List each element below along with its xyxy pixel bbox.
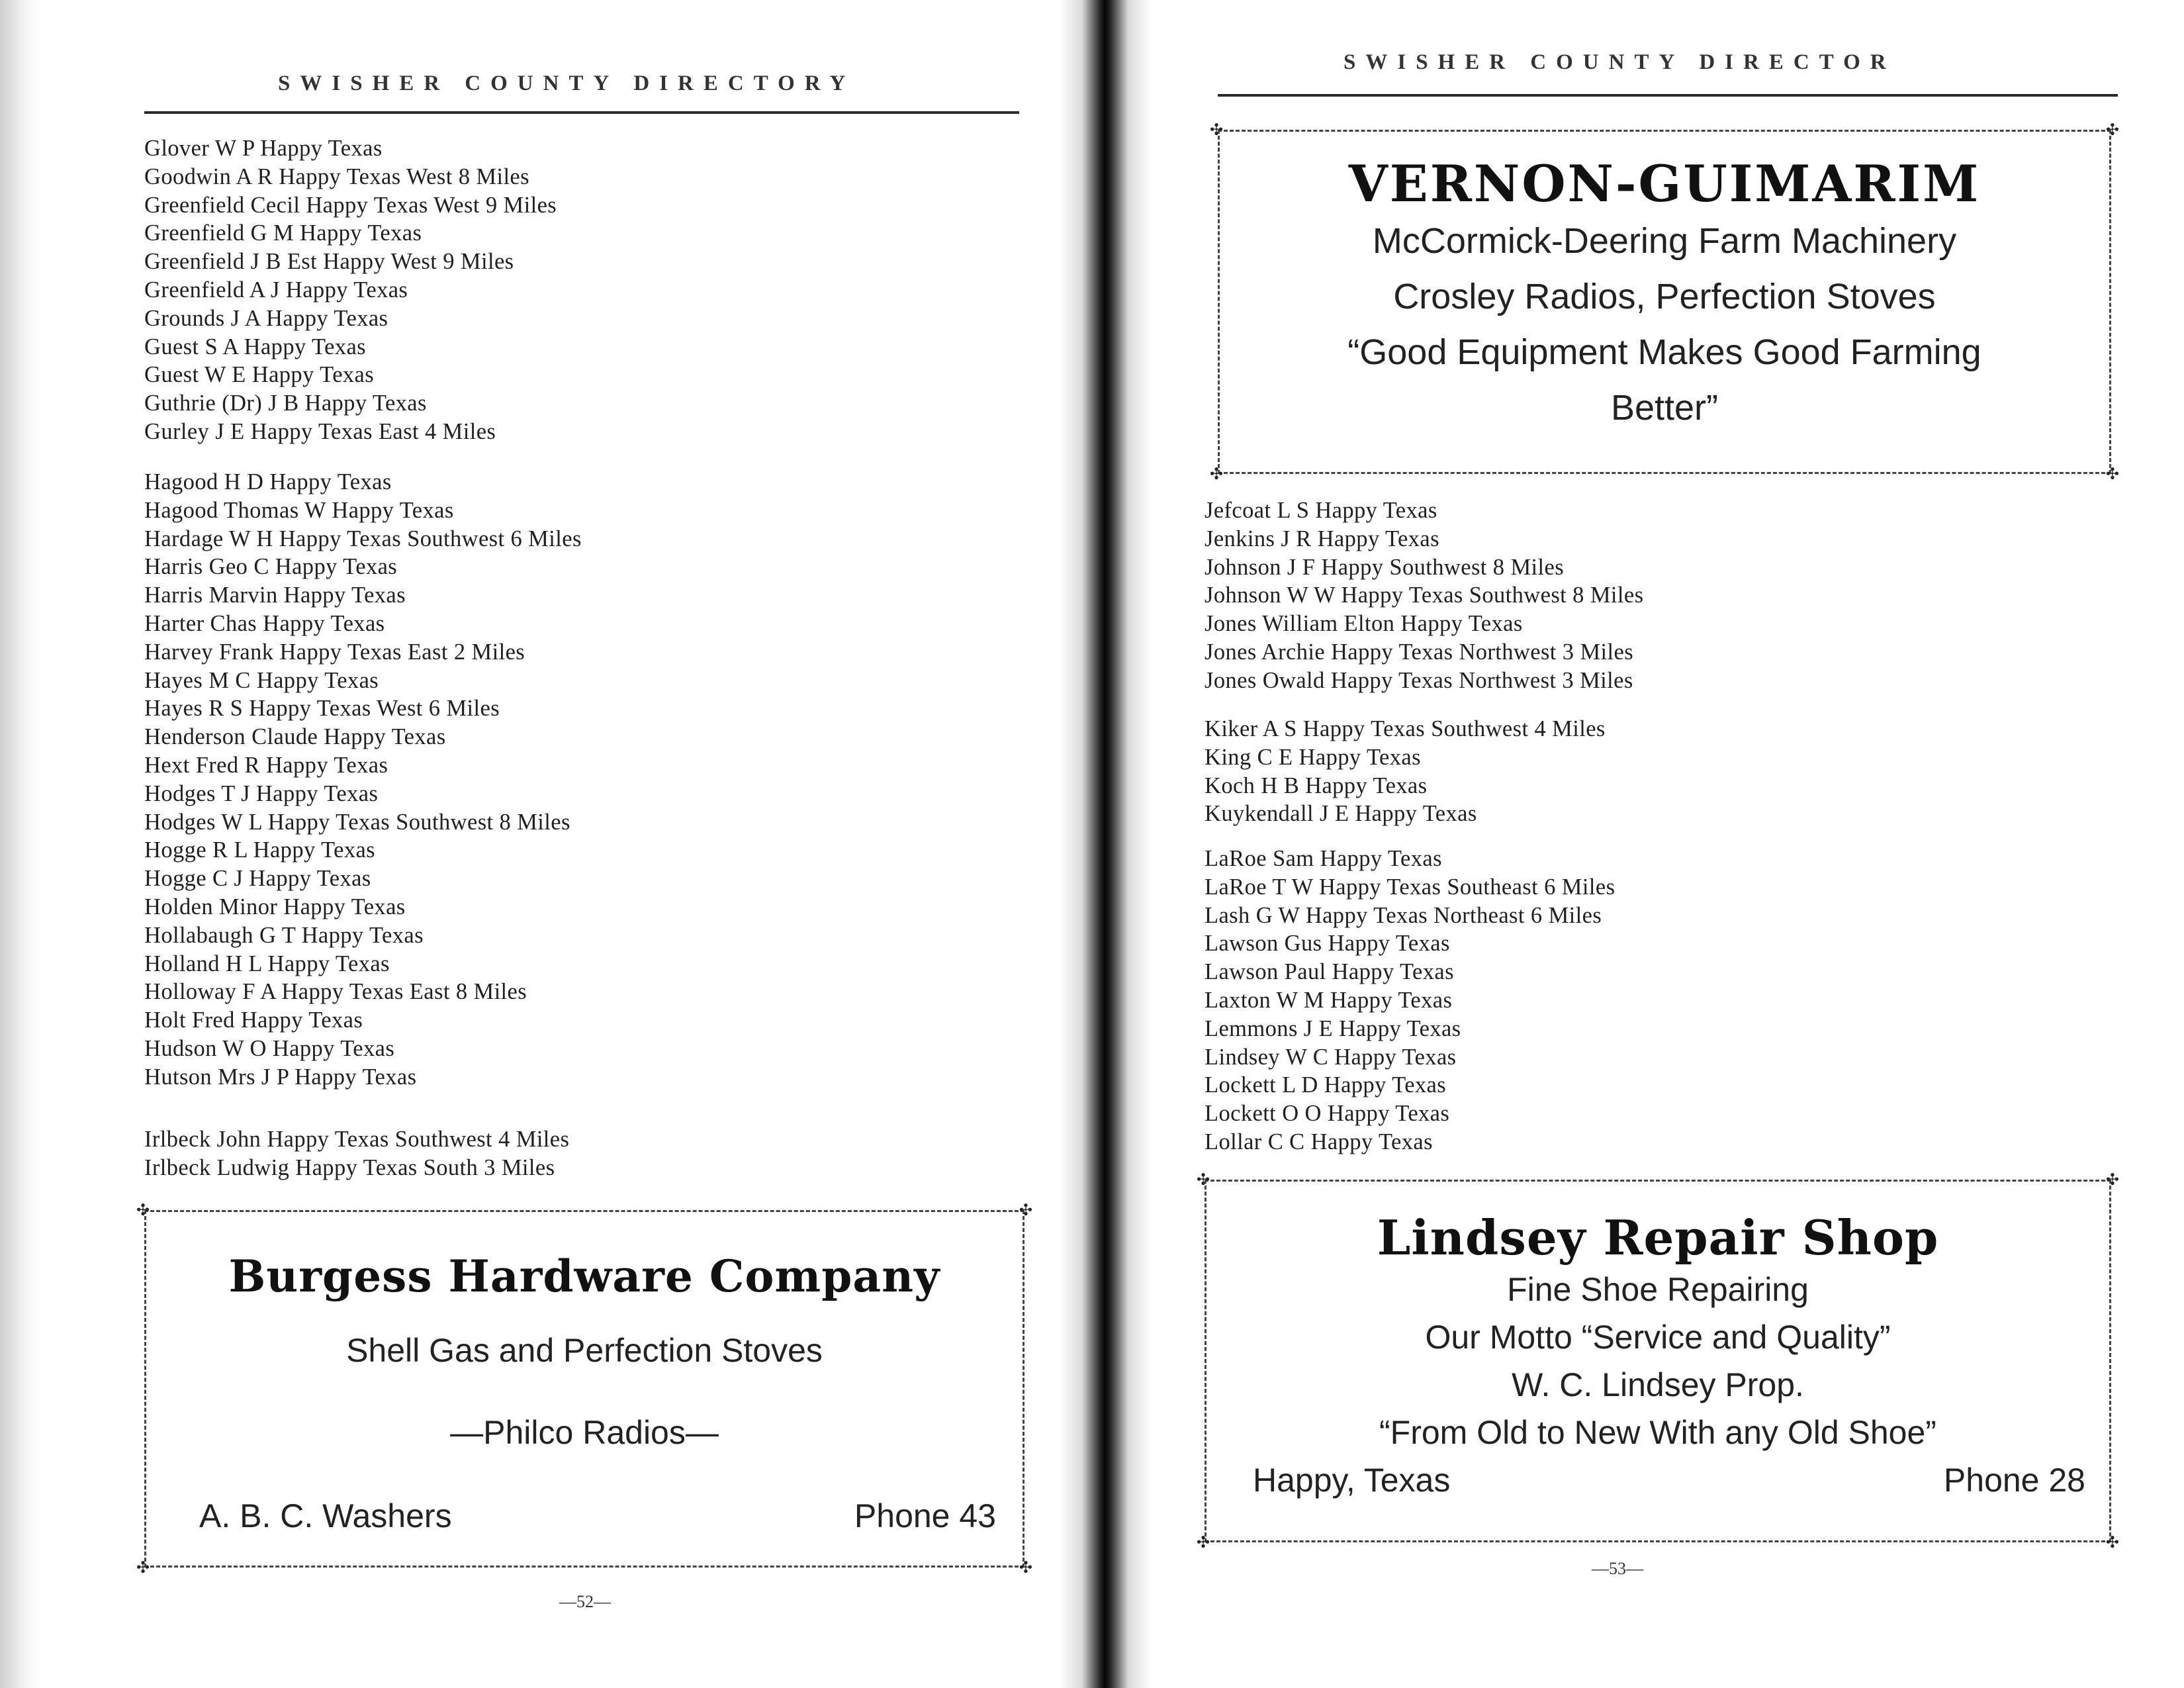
directory-entry: Goodwin A R Happy Texas West 8 Miles: [144, 164, 529, 189]
directory-entry: Guthrie (Dr) J B Happy Texas: [144, 391, 427, 416]
directory-entry: Grounds J A Happy Texas: [144, 305, 388, 331]
directory-entry: Hollabaugh G T Happy Texas: [144, 922, 424, 948]
directory-entry: Henderson Claude Happy Texas: [144, 724, 446, 750]
ad-line: “From Old to New With any Old Shoe”: [1379, 1414, 1936, 1451]
directory-group-j: [1205, 496, 1643, 695]
directory-entry: Lemmons J E Happy Texas: [1205, 1015, 1461, 1041]
directory-entry: Harris Geo C Happy Texas: [144, 554, 398, 580]
directory-entry: Hudson W O Happy Texas: [144, 1035, 395, 1061]
corner-ornament-icon: ✣: [2105, 1170, 2119, 1189]
corner-ornament-icon: ✣: [2105, 1533, 2119, 1552]
corner-ornament-icon: ✣: [136, 1201, 150, 1219]
directory-entry: Hayes R S Happy Texas West 6 Miles: [144, 696, 500, 722]
corner-ornament-icon: ✣: [1019, 1558, 1032, 1577]
advertisement-burgess-hardware: [136, 1201, 1032, 1577]
directory-entry: Gurley J E Happy Texas East 4 Miles: [144, 418, 496, 444]
book-spine-shadow: [1059, 0, 1152, 1688]
ad-footer-row: [1206, 1456, 2109, 1504]
corner-ornament-icon: ✣: [136, 1558, 150, 1577]
directory-group-k: [1205, 715, 1606, 828]
ad-phone: Phone 28: [1943, 1462, 2085, 1499]
advertisement-vernon-guimarim: [1210, 120, 2119, 483]
directory-entry: Lash G W Happy Texas Northeast 6 Miles: [1205, 902, 1602, 928]
corner-ornament-icon: ✣: [2105, 465, 2119, 483]
directory-entry: Laxton W M Happy Texas: [1205, 987, 1453, 1013]
directory-entry: Guest W E Happy Texas: [144, 362, 375, 388]
ad-title: Lindsey Repair Shop: [1377, 1209, 1939, 1266]
directory-entry: Jenkins J R Happy Texas: [1205, 526, 1439, 551]
directory-entry: Jefcoat L S Happy Texas: [1205, 498, 1437, 523]
corner-ornament-icon: ✣: [1210, 120, 1224, 139]
directory-entry: LaRoe Sam Happy Texas: [1205, 846, 1442, 871]
ad-line: “Good Equipment Makes Good Farming: [1347, 332, 1981, 372]
directory-entry: Hodges W L Happy Texas Southwest 8 Miles: [144, 809, 570, 835]
directory-entry: Greenfield J B Est Happy West 9 Miles: [144, 249, 514, 275]
directory-entry: Lindsey W C Happy Texas: [1205, 1044, 1457, 1070]
directory-entry: Holloway F A Happy Texas East 8 Miles: [144, 979, 527, 1005]
directory-group-l: [1205, 845, 1615, 1156]
directory-entry: Hayes M C Happy Texas: [144, 667, 379, 693]
ad-phone: Phone 43: [854, 1497, 996, 1534]
directory-entry: Hagood Thomas W Happy Texas: [144, 497, 454, 523]
ad-line: Happy, Texas: [1253, 1462, 1451, 1499]
right-page: [1152, 0, 2184, 1688]
page-number: —53—: [1592, 1559, 1643, 1578]
directory-entry: Kiker A S Happy Texas Southwest 4 Miles: [1205, 716, 1606, 741]
directory-group-h: [144, 468, 582, 1092]
directory-group-i: [144, 1125, 569, 1182]
directory-entry: King C E Happy Texas: [1205, 744, 1421, 770]
directory-entry: Koch H B Happy Texas: [1205, 773, 1428, 798]
directory-entry: Hutson Mrs J P Happy Texas: [144, 1064, 417, 1090]
directory-entry: Harvey Frank Happy Texas East 2 Miles: [144, 639, 525, 665]
directory-entry: Greenfield A J Happy Texas: [144, 277, 408, 303]
directory-entry: Hodges T J Happy Texas: [144, 780, 379, 806]
directory-entry: Lawson Paul Happy Texas: [1205, 959, 1454, 985]
page-number: —52—: [559, 1592, 611, 1611]
directory-entry: Hardage W H Happy Texas Southwest 6 Miles: [144, 526, 582, 551]
directory-entry: Holden Minor Happy Texas: [144, 894, 406, 919]
ad-line: Better”: [1610, 388, 1719, 428]
directory-entry: Lawson Gus Happy Texas: [1205, 931, 1450, 957]
ad-footer-row: [146, 1497, 1023, 1535]
directory-entry: Hogge C J Happy Texas: [144, 866, 371, 892]
ad-line: Fine Shoe Repairing: [1507, 1271, 1809, 1308]
corner-ornament-icon: ✣: [1019, 1201, 1032, 1219]
advertisement-lindsey-repair-shop: [1197, 1170, 2119, 1552]
directory-entry: LaRoe T W Happy Texas Southeast 6 Miles: [1205, 874, 1615, 900]
directory-entry: Hogge R L Happy Texas: [144, 837, 376, 863]
directory-entry: Jones William Elton Happy Texas: [1205, 611, 1523, 637]
directory-entry: Hagood H D Happy Texas: [144, 469, 392, 494]
directory-entry: Greenfield G M Happy Texas: [144, 220, 422, 246]
running-head: SWISHER COUNTY DIRECTOR: [1343, 50, 1896, 74]
directory-entry: Irlbeck John Happy Texas Southwest 4 Miles: [144, 1127, 570, 1152]
directory-entry: Holland H L Happy Texas: [144, 951, 390, 976]
header-rule: [144, 111, 1019, 114]
directory-entry: Johnson W W Happy Texas Southwest 8 Miles: [1205, 583, 1644, 608]
ad-line: A. B. C. Washers: [199, 1497, 452, 1534]
directory-entry: Kuykendall J E Happy Texas: [1205, 801, 1477, 827]
ad-line: Our Motto “Service and Quality”: [1425, 1319, 1891, 1356]
directory-entry: Irlbeck Ludwig Happy Texas South 3 Miles: [144, 1154, 555, 1180]
directory-group-g: [144, 134, 557, 446]
ad-line: McCormick-Deering Farm Machinery: [1372, 221, 1957, 261]
ad-line: Shell Gas and Perfection Stoves: [346, 1332, 823, 1369]
corner-ornament-icon: ✣: [1197, 1533, 1210, 1552]
header-rule: [1218, 94, 2118, 97]
directory-entry: Greenfield Cecil Happy Texas West 9 Miles: [144, 192, 557, 218]
directory-entry: Johnson J F Happy Southwest 8 Miles: [1205, 554, 1565, 580]
ad-title: VERNON-GUIMARIM: [1348, 154, 1981, 213]
ad-title: Burgess Hardware Company: [228, 1250, 940, 1302]
ad-line: W. C. Lindsey Prop.: [1512, 1366, 1804, 1403]
running-head: SWISHER COUNTY DIRECTORY: [278, 71, 856, 95]
directory-entry: Jones Archie Happy Texas Northwest 3 Miles: [1205, 639, 1634, 665]
directory-entry: Jones Owald Happy Texas Northwest 3 Miles: [1205, 667, 1633, 693]
corner-ornament-icon: ✣: [2105, 120, 2119, 139]
ad-line: —Philco Radios—: [450, 1414, 719, 1451]
directory-entry: Lockett L D Happy Texas: [1205, 1072, 1447, 1098]
corner-ornament-icon: ✣: [1210, 465, 1224, 483]
directory-entry: Lockett O O Happy Texas: [1205, 1101, 1450, 1127]
directory-entry: Lollar C C Happy Texas: [1205, 1129, 1433, 1154]
left-page: [0, 0, 1059, 1688]
directory-entry: Holt Fred Happy Texas: [144, 1008, 363, 1033]
directory-entry: Harter Chas Happy Texas: [144, 610, 385, 636]
directory-entry: Guest S A Happy Texas: [144, 334, 367, 359]
directory-entry: Hext Fred R Happy Texas: [144, 752, 388, 778]
directory-entry: Harris Marvin Happy Texas: [144, 583, 406, 608]
corner-ornament-icon: ✣: [1197, 1170, 1210, 1189]
directory-entry: Glover W P Happy Texas: [144, 136, 383, 161]
ad-line: Crosley Radios, Perfection Stoves: [1393, 277, 1936, 316]
